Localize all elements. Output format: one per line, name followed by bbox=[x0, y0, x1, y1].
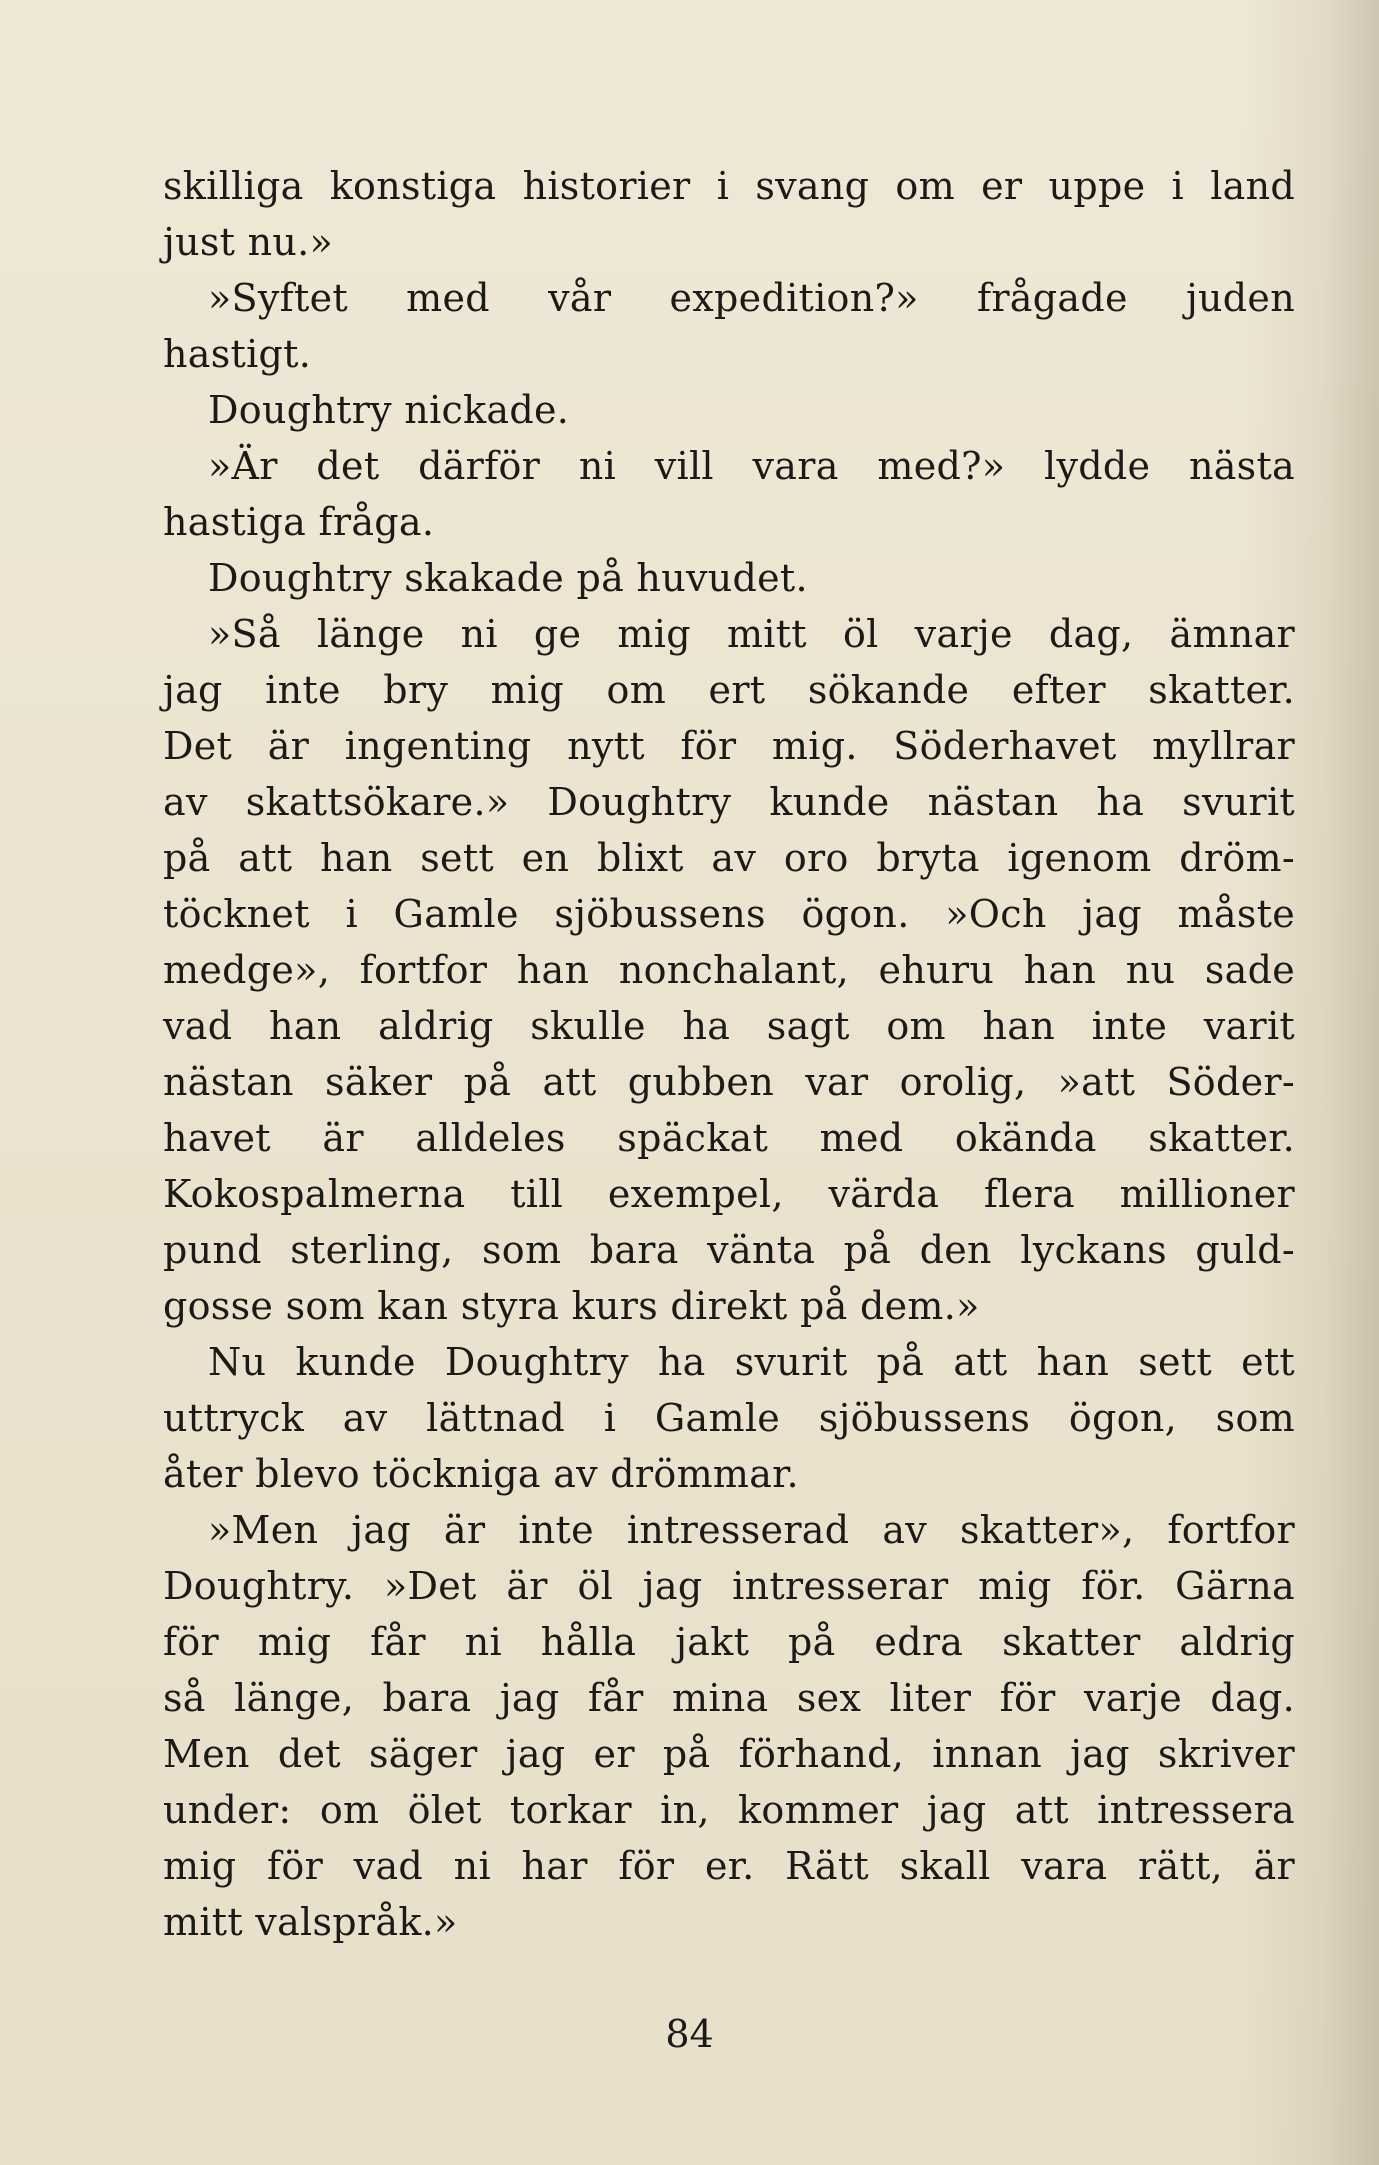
text-line-14: töcknet i Gamle sjöbussens ögon. »Och jag måste bbox=[163, 892, 1295, 936]
text-line-12: av skattsökare.» Doughtry kunde nästan ha svurit bbox=[163, 780, 1295, 824]
text-line-20: pund sterling, som bara vänta på den lyckans guld- bbox=[163, 1228, 1295, 1272]
text-line-24: åter blevo töckniga av drömmar. bbox=[163, 1452, 799, 1496]
text-line-3: »Syftet med vår expedition?» frågade juden bbox=[208, 276, 1295, 320]
text-line-10: jag inte bry mig om ert sökande efter skatter. bbox=[163, 668, 1295, 712]
text-line-6: »Är det därför ni vill vara med?» lydde nästa bbox=[208, 444, 1295, 488]
text-line-4: hastigt. bbox=[163, 332, 312, 376]
text-line-30: under: om ölet torkar in, kommer jag att intressera bbox=[163, 1788, 1295, 1832]
text-line-9: »Så länge ni ge mig mitt öl varje dag, ämnar bbox=[208, 612, 1295, 656]
text-line-18: havet är alldeles späckat med okända skatter. bbox=[163, 1116, 1295, 1160]
text-line-27: för mig får ni hålla jakt på edra skatter aldrig bbox=[163, 1620, 1295, 1664]
text-line-1: skilliga konstiga historier i svang om er uppe i land bbox=[163, 164, 1295, 208]
text-line-26: Doughtry. »Det är öl jag intresserar mig för. Gärna bbox=[163, 1564, 1295, 1608]
text-line-23: uttryck av lättnad i Gamle sjöbussens ögon, som bbox=[163, 1396, 1295, 1440]
text-line-7: hastiga fråga. bbox=[163, 500, 435, 544]
text-line-17: nästan säker på att gubben var orolig, »att Söder- bbox=[163, 1060, 1295, 1104]
text-line-31: mig för vad ni har för er. Rätt skall vara rätt, är bbox=[163, 1844, 1295, 1888]
body-text bbox=[163, 158, 1295, 1950]
text-line-25: »Men jag är inte intresserad av skatter», fortfor bbox=[208, 1508, 1295, 1552]
text-line-2: just nu.» bbox=[163, 220, 334, 264]
text-line-5: Doughtry nickade. bbox=[208, 388, 570, 432]
text-line-29: Men det säger jag er på förhand, innan jag skriver bbox=[163, 1732, 1295, 1776]
text-line-32: mitt valspråk.» bbox=[163, 1900, 458, 1944]
text-line-15: medge», fortfor han nonchalant, ehuru han nu sade bbox=[163, 948, 1295, 992]
text-line-28: så länge, bara jag får mina sex liter för varje dag. bbox=[163, 1676, 1295, 1720]
text-line-11: Det är ingenting nytt för mig. Söderhavet myllrar bbox=[163, 724, 1295, 768]
text-line-22: Nu kunde Doughtry ha svurit på att han sett ett bbox=[208, 1340, 1295, 1384]
text-line-8: Doughtry skakade på huvudet. bbox=[208, 556, 808, 600]
page-number: 84 bbox=[665, 2012, 714, 2056]
text-line-16: vad han aldrig skulle ha sagt om han inte varit bbox=[163, 1004, 1295, 1048]
text-line-21: gosse som kan styra kurs direkt på dem.» bbox=[163, 1284, 980, 1328]
text-line-19: Kokospalmerna till exempel, värda flera millioner bbox=[163, 1172, 1295, 1216]
text-line-13: på att han sett en blixt av oro bryta igenom dröm- bbox=[163, 836, 1295, 880]
